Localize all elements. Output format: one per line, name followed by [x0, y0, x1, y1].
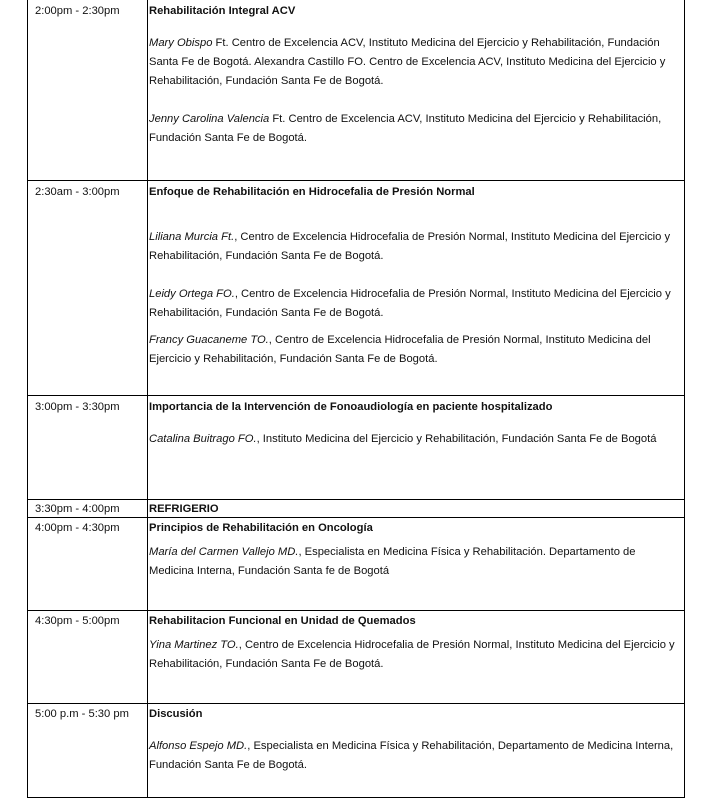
session-time: 3:30pm - 4:00pm — [35, 503, 120, 515]
speaker-name: Francy Guacaneme TO. — [149, 334, 269, 346]
speaker-affiliation: , Instituto Medicina del Ejercicio y Rehabilitación, Fundación Santa Fe de Bogotá — [256, 433, 657, 445]
speaker-name: Yina Martinez TO. — [149, 639, 239, 651]
session-title: REFRIGERIO — [149, 503, 219, 515]
session-time: 4:00pm - 4:30pm — [35, 522, 120, 534]
session-time: 5:00 p.m - 5:30 pm — [35, 708, 129, 720]
speaker-name: Liliana Murcia Ft. — [149, 231, 235, 243]
session-time: 2:30am - 3:00pm — [35, 186, 120, 198]
schedule-row — [28, 180, 684, 395]
speaker-name: Leidy Ortega FO. — [149, 288, 235, 300]
speaker-entry — [149, 331, 681, 369]
speaker-affiliation: Ft. Centro de Excelencia ACV, Instituto Medicina del Ejercicio y Rehabilitación, Fundación Santa Fe de Bogotá. — [149, 113, 662, 144]
session-title: Enfoque de Rehabilitación en Hidrocefalia de Presión Normal — [149, 186, 475, 198]
speaker-entry — [149, 543, 681, 581]
session-title: Rehabilitacion Funcional en Unidad de Quemados — [149, 615, 416, 627]
speaker-affiliation: Ft. Centro de Excelencia ACV, Instituto Medicina del Ejercicio y Rehabilitación, Fundación Santa Fe de Bogotá. Alexandra Castillo FO. Centro de Excelencia ACV, Instituto Medicina del Ejercicio y Rehabilitación, Fundación Santa Fe de Bogotá. — [149, 37, 666, 87]
session-title: Discusión — [149, 708, 203, 720]
session-content — [149, 185, 681, 369]
speaker-name: Catalina Buitrago FO. — [149, 433, 257, 445]
schedule-row — [28, 517, 684, 610]
speaker-entry — [149, 285, 681, 323]
session-title: Importancia de la Intervención de Fonoaudiología en paciente hospitalizado — [149, 401, 553, 413]
speaker-affiliation: , Centro de Excelencia Hidrocefalia de Presión Normal, Instituto Medicina del Ejercicio y Rehabilitación, Fundación Santa Fe de Bogotá. — [149, 334, 651, 365]
schedule-row — [28, 395, 684, 499]
session-time: 4:30pm - 5:00pm — [35, 615, 120, 627]
speaker-entry — [149, 430, 681, 449]
speaker-entry — [149, 228, 681, 266]
session-time: 3:00pm - 3:30pm — [35, 401, 120, 413]
speaker-entry — [149, 737, 681, 775]
session-content — [149, 614, 681, 674]
session-content — [149, 521, 681, 581]
speaker-name: Alfonso Espejo MD. — [149, 740, 248, 752]
speaker-affiliation: , Centro de Excelencia Hidrocefalia de Presión Normal, Instituto Medicina del Ejercicio y Rehabilitación, Fundación Santa Fe de Bogotá. — [149, 639, 675, 670]
schedule-table — [27, 0, 685, 798]
session-title: Principios de Rehabilitación en Oncología — [149, 522, 373, 534]
speaker-affiliation: , Especialista en Medicina Física y Rehabilitación, Departamento de Medicina Interna, Fundación Santa Fe de Bogotá. — [149, 740, 674, 771]
speaker-name: Jenny Carolina Valencia — [149, 113, 270, 125]
speaker-name: Mary Obispo — [149, 37, 213, 49]
session-title: Rehabilitación Integral ACV — [149, 5, 296, 17]
column-divider — [147, 0, 148, 797]
session-time: 2:00pm - 2:30pm — [35, 5, 120, 17]
session-content — [149, 400, 681, 449]
speaker-entry — [149, 636, 681, 674]
session-content — [149, 502, 681, 516]
speaker-affiliation: , Centro de Excelencia Hidrocefalia de Presión Normal, Instituto Medicina del Ejercicio y Rehabilitación, Fundación Santa Fe de Bogotá. — [149, 231, 671, 262]
schedule-row — [28, 0, 684, 180]
speaker-affiliation: , Especialista en Medicina Física y Rehabilitación. Departamento de Medicina Interna, Fundación Santa fe de Bogotá — [149, 546, 636, 577]
session-content — [149, 707, 681, 775]
session-content — [149, 4, 681, 148]
speaker-entry — [149, 34, 681, 91]
speaker-entry — [149, 110, 681, 148]
speaker-affiliation: , Centro de Excelencia Hidrocefalia de Presión Normal, Instituto Medicina del Ejercicio y Rehabilitación, Fundación Santa Fe de Bogotá. — [149, 288, 671, 319]
schedule-row — [28, 703, 684, 797]
schedule-row — [28, 610, 684, 703]
schedule-row — [28, 499, 684, 517]
speaker-name: María del Carmen Vallejo MD. — [149, 546, 299, 558]
